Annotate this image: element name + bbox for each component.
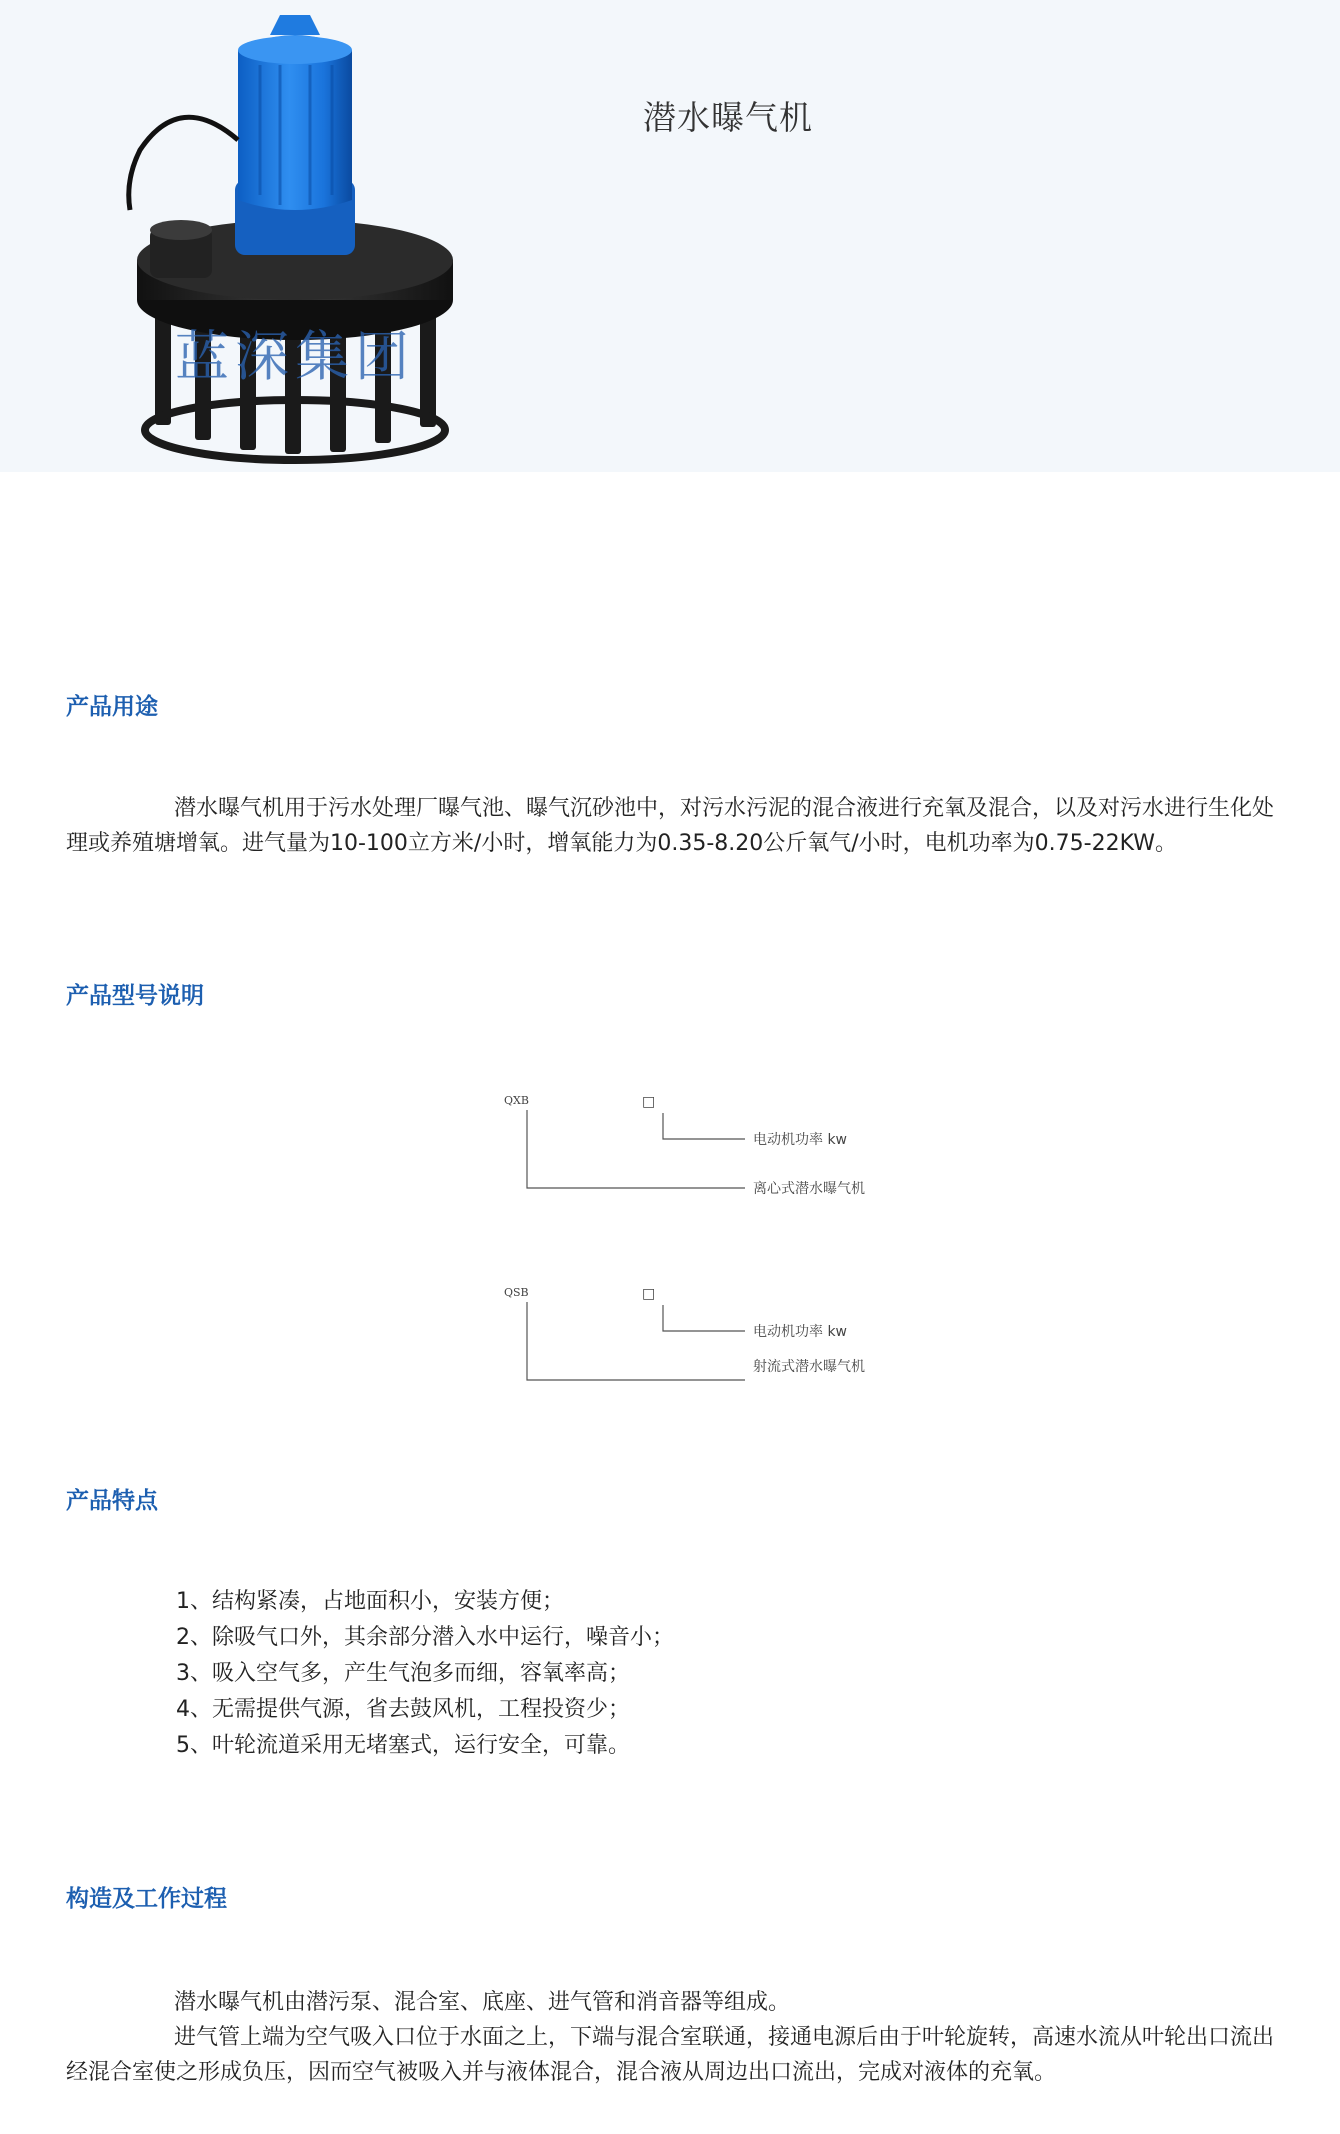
leader-line-power [663,1113,745,1139]
section-title-features: 产品特点 [66,1488,158,1514]
section-title-usage: 产品用途 [66,694,158,720]
type-label: 射流式潜水曝气机 [753,1359,865,1375]
feature-list [176,1584,674,1764]
list-item: 5、叶轮流道采用无堵塞式，运行安全，可靠。 [176,1733,630,1758]
section-title-model: 产品型号说明 [66,983,204,1009]
model-diagram-qsb [500,1280,920,1392]
usage-paragraph [66,791,1284,861]
model-code: QXB [504,1094,529,1107]
model-diagram-qxb [500,1088,920,1200]
placeholder-box: □ [642,1286,656,1302]
type-label: 离心式潜水曝气机 [753,1181,865,1197]
list-item: 1、结构紧凑，占地面积小，安装方便； [176,1589,564,1614]
power-label: 电动机功率 kw [753,1324,848,1340]
structure-text-2: 进气管上端为空气吸入口位于水面之上，下端与混合室联通，接通电源后由于叶轮旋转，高速水流从叶轮出口流出经混合室使之形成负压，因而空气被吸入并与液体混合，混合液从周边出口流出，完成对液体的充氧。 [66,2025,1275,2085]
leader-line-type [527,1110,745,1188]
leader-line-power [663,1305,745,1331]
structure-text-1: 潜水曝气机由潜污泵、混合室、底座、进气管和消音器等组成。 [174,1990,791,2015]
list-item: 2、除吸气口外，其余部分潜入水中运行，噪音小； [176,1625,674,1650]
structure-paragraph-1 [66,1985,1284,2020]
product-title: 潜水曝气机 [643,98,813,137]
list-item: 4、无需提供气源，省去鼓风机，工程投资少； [176,1697,630,1722]
section-title-structure: 构造及工作过程 [66,1886,227,1912]
leader-line-type [527,1302,745,1380]
structure-paragraph-2 [66,2020,1284,2090]
hero-banner [0,0,1340,472]
model-code: QSB [504,1286,529,1299]
list-item: 3、吸入空气多，产生气泡多而细，容氧率高； [176,1661,630,1686]
brand-watermark: 蓝深集团 [175,325,415,388]
placeholder-box: □ [642,1094,656,1110]
aerator-product-image [120,10,510,470]
power-label: 电动机功率 kw [753,1132,848,1148]
usage-text: 潜水曝气机用于污水处理厂曝气池、曝气沉砂池中，对污水污泥的混合液进行充氧及混合，以及对污水进行生化处理或养殖塘增氧。进气量为10-100立方米/小时，增氧能力为0.35-8.20公斤氧气/小时，电机功率为0.75-22KW。 [66,796,1275,856]
